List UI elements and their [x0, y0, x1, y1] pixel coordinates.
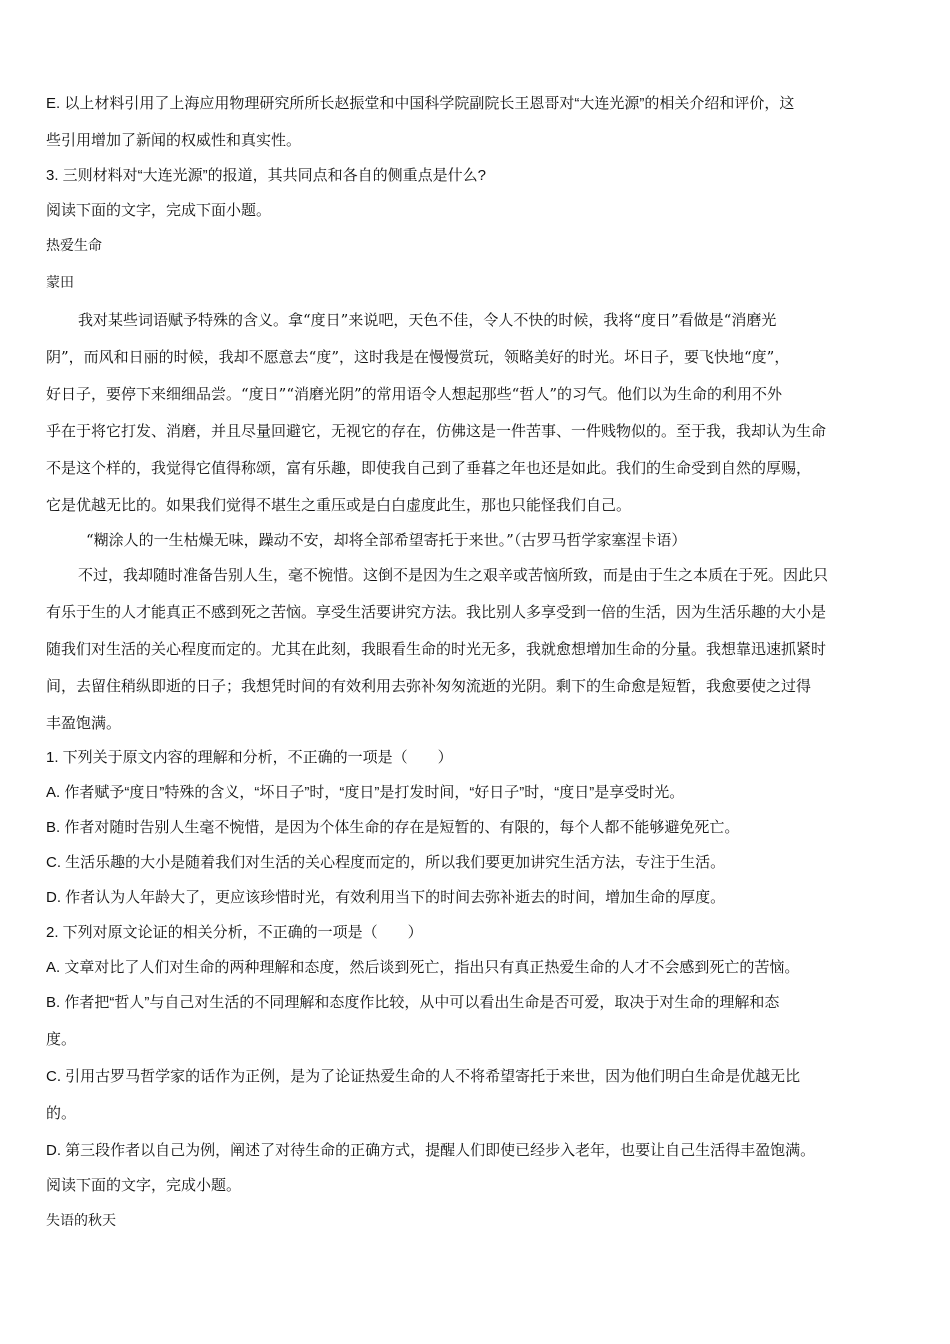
- question-1-option-a: A. 作者赋予“度日”特殊的含义，“坏日子”时，“度日”是打发时间，“好日子”时，“度日”是享受时光。: [46, 784, 685, 801]
- question-1: 1. 下列关于原文内容的理解和分析，不正确的一项是（ ）: [46, 749, 453, 766]
- paragraph-3-line-5: 丰盈饱满。: [46, 714, 122, 732]
- paragraph-3-line-4: 间，去留住稍纵即逝的日子；我想凭时间的有效利用去弥补匆匆流逝的光阴。剩下的生命愈是短暂，我愈要使之过得: [46, 677, 812, 695]
- question-2-option-a: A. 文章对比了人们对生命的两种理解和态度，然后谈到死亡，指出只有真正热爱生命的人才不会感到死亡的苦恼。: [46, 959, 800, 976]
- question-2-option-b-line-2: 度。: [46, 1031, 77, 1048]
- question-2-option-b-line-1: B. 作者把“哲人”与自己对生活的不同理解和态度作比较，从中可以看出生命是否可爱，取决于对生命的理解和态: [46, 994, 780, 1011]
- quote-paragraph: “糊涂人的一生枯燥无味，躁动不安，却将全部希望寄托于来世。”（古罗马哲学家塞涅卡语）: [86, 531, 687, 549]
- article-author: 蒙田: [46, 275, 74, 291]
- question-1-option-c: C. 生活乐趣的大小是随着我们对生活的关心程度而定的，所以我们要更加讲究生活方法，专注于生活。: [46, 854, 726, 871]
- paragraph-1-line-5: 不是这个样的，我觉得它值得称颂，富有乐趣，即使我自己到了垂暮之年也还是如此。我们的生命受到自然的厚赐，: [46, 459, 812, 477]
- question-2: 2. 下列对原文论证的相关分析，不正确的一项是（ ）: [46, 924, 423, 941]
- article-title: 热爱生命: [46, 238, 102, 254]
- question-1-option-d: D. 作者认为人年龄大了，更应该珍惜时光，有效利用当下的时间去弥补逝去的时间，增加生命的厚度。: [46, 889, 726, 906]
- paragraph-3-line-1: 不过，我却随时准备告别人生，毫不惋惜。这倒不是因为生之艰辛或苦恼所致，而是由于生之本质在于死。因此只: [78, 566, 829, 584]
- reading-instruction-2: 阅读下面的文字，完成小题。: [46, 1177, 242, 1194]
- question-2-option-c-line-1: C. 引用古罗马哲学家的话作为正例，是为了论证热爱生命的人不将希望寄托于来世，因为他们明白生命是优越无比: [46, 1068, 801, 1085]
- question-2-option-d: D. 第三段作者以自己为例，阐述了对待生命的正确方式，提醒人们即使已经步入老年，也要让自己生活得丰盈饱满。: [46, 1142, 816, 1159]
- paragraph-1-line-4: 乎在于将它打发、消磨，并且尽量回避它，无视它的存在，仿佛这是一件苦事、一件贱物似的。至于我，我却认为生命: [46, 422, 827, 440]
- reading-instruction: 阅读下面的文字，完成下面小题。: [46, 202, 272, 219]
- paragraph-1-line-3: 好日子，要停下来细细品尝。“度日”“消磨光阴”的常用语令人想起那些“哲人”的习气。他们以为生命的利用不外: [46, 385, 783, 403]
- option-e-line-1: E. 以上材料引用了上海应用物理研究所所长赵振堂和中国科学院副院长王恩哥对“大连光源”的相关介绍和评价，这: [46, 95, 795, 112]
- question-2-option-c-line-2: 的。: [46, 1105, 77, 1122]
- paragraph-3-line-2: 有乐于生的人才能真正不感到死之苦恼。享受生活要讲究方法。我比别人多享受到一倍的生活，因为生活乐趣的大小是: [46, 603, 827, 621]
- option-e-line-2: 些引用增加了新闻的权威性和真实性。: [46, 132, 302, 149]
- question-1-option-b: B. 作者对随时告别人生毫不惋惜，是因为个体生命的存在是短暂的、有限的，每个人都不能够避免死亡。: [46, 819, 740, 836]
- next-article-title: 失语的秋天: [46, 1213, 116, 1229]
- paragraph-1-line-6: 它是优越无比的。如果我们觉得不堪生之重压或是白白虚度此生，那也只能怪我们自己。: [46, 496, 632, 514]
- question-3: 3. 三则材料对“大连光源”的报道，其共同点和各自的侧重点是什么?: [46, 167, 487, 184]
- paragraph-1-line-2: 阴”，而风和日丽的时候，我却不愿意去“度”，这时我是在慢慢赏玩，领略美好的时光。坏日子，要飞快地“度”，: [46, 348, 790, 366]
- paragraph-3-line-3: 随我们对生活的关心程度而定的。尤其在此刻，我眼看生命的时光无多，我就愈想增加生命的分量。我想靠迅速抓紧时: [46, 640, 827, 658]
- paragraph-1-line-1: 我对某些词语赋予特殊的含义。拿“度日”来说吧，天色不佳，令人不快的时候，我将“度日”看做是“消磨光: [78, 311, 777, 329]
